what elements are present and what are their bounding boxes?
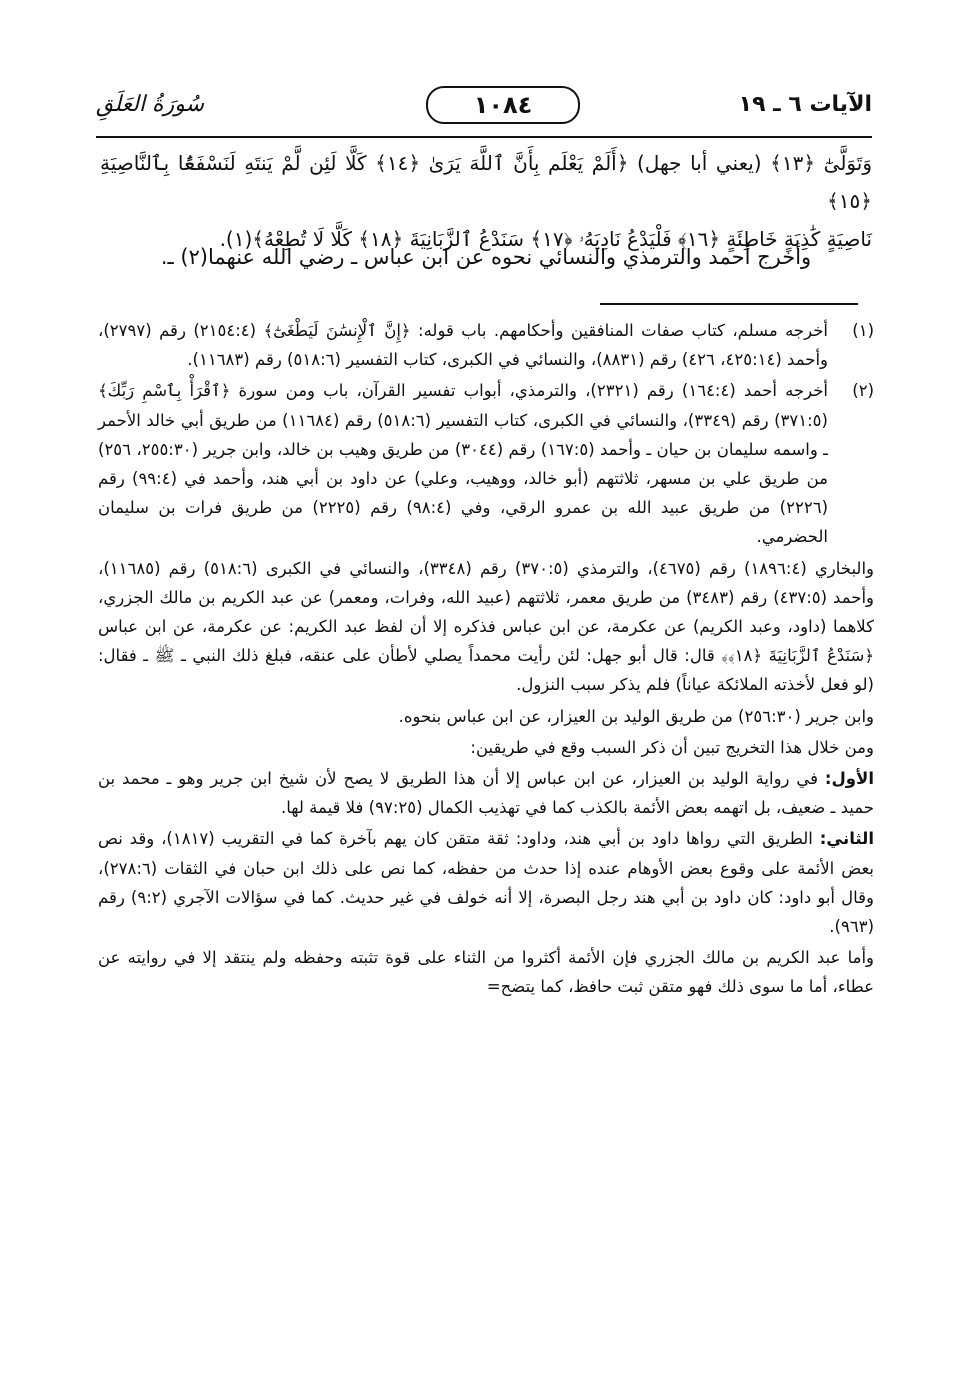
note-paragraph (98, 702, 874, 731)
note-paragraph-text: الطريق التي رواها داود بن أبي هند، وداود: ثقة متقن كان يهم بآخرة كما في التقريب (١٨١٧)، وقد نص بعض الأئمة على وقوع بعض الأوهام عنده إذا حدث من حفظه، كما نص على ذلك ابن حبان في الثقات (٢٧٨:٦)، وقال أبو داود: كان داود بن أبي هند رجل البصرة، إلا أنه خولف في غير حديث. كما في سؤالات الآجري (٩:٢) رقم (٩٦٣). (98, 829, 874, 937)
footnote-text: أخرجه مسلم، كتاب صفات المنافقين وأحكامهم. باب قوله: ﴿إِنَّ ٱلْإِنسَٰنَ لَيَطْغَىٰٓ﴾ (٢١٥٤:٤) رقم (٢٧٩٧)، وأحمد (٤٢٥:١٤، ٤٢٦) رقم (٨٨٣١)، والنسائي في الكبرى، كتاب التفسير (٥١٨:٦) رقم (١١٦٨٣). (98, 321, 829, 370)
paragraph-label: الثاني: (819, 829, 874, 849)
verse-range: الآيات ٦ ـ ١٩ (738, 92, 872, 117)
hadith-line: وأخرج أحمد والترمذي والنسائي نحوه عن ابن عباس ـ رضي الله عنهما(٢) ـ. (160, 245, 812, 269)
note-paragraph-text: وأما عبد الكريم بن مالك الجزري فإن الأئمة أكثروا من الثناء على قوة تثبته وحفظه ولم ينتقد إلا في روايته عن عطاء، أما ما سوى ذلك فهو متقن ثبت حافظ، كما يتضح= (98, 948, 874, 997)
note-paragraph-text: وابن جرير (٢٥٦:٣٠) من طريق الوليد بن العيزار، عن ابن عباس بنحوه. (398, 706, 874, 726)
note-paragraph (98, 824, 874, 941)
footnote-divider (600, 303, 858, 305)
note-paragraph (98, 554, 874, 700)
header-divider (96, 136, 872, 138)
quran-line: وَتَوَلَّىٰٓ ﴿١٣﴾ (يعني أبا جهل) ﴿أَلَمْ يَعْلَم بِأَنَّ ٱللَّهَ يَرَىٰ ﴿١٤﴾ كَلَّا لَئِن لَّمْ يَنتَهِ لَنَسْفَعًۢا بِٱلنَّاصِيَةِ ﴿١٥﴾ (100, 151, 872, 213)
note-paragraph-text: ومن خلال هذا التخريج تبين أن ذكر السبب وقع في طريقين: (470, 737, 874, 757)
note-paragraph-text: والبخاري (١٨٩٦:٤) رقم (٤٦٧٥)، والترمذي (٣٧٠:٥) رقم (٣٣٤٨)، والنسائي في الكبرى (٥١٨:٦) رقم (١١٦٨٥)، وأحمد (٤٣٧:٥) رقم (٣٤٨٣) من طريق معمر، ثلاثتهم (عبيد الله، وفرات، ومعمر) عن عبد الكريم بن مالك الجزري، كلاهما (داود، وعبد الكريم) عن عكرمة، عن ابن عباس فذكره إلا أن لفظ عبد الكريم: عن عكرمة، عن ابن عباس ﴿سَنَدْعُ ٱلزَّبَانِيَةَ ﴿١٨﴾﴾ قال: قال أبو جهل: لئن رأيت محمداً يصلي لأطأن على عنقه، فبلغ ذلك النبي ـ ﷺ ـ فقال: (لو فعل لأخذته الملائكة عياناً) فلم يذكر سبب النزول. (98, 558, 875, 695)
page-header (96, 86, 872, 126)
note-paragraph (98, 733, 874, 762)
footnote-number: (١) (852, 321, 874, 340)
paragraph-label: الأول: (824, 769, 874, 789)
note-paragraph (98, 764, 874, 822)
quran-line: نَاصِيَةٍ كَٰذِبَةٍ خَاطِئَةٍ ﴿١٦﴾ فَلْيَدْعُ نَادِيَهُۥ ﴿١٧﴾ سَنَدْعُ ٱلزَّبَانِيَةَ ﴿١٨﴾ كَلَّا لَا تُطِعْهُ﴾(١). (219, 227, 872, 251)
footnote (98, 316, 874, 374)
note-paragraph-text: في رواية الوليد بن العيزار، عن ابن عباس إلا أن هذا الطريق لا يصح لأن شيخ ابن جرير وهو ـ محمد بن حميد ـ ضعيف، بل اتهمه بعض الأئمة بالكذب كما في تهذيب الكمال (٩٧:٢٥) فلا قيمة لها. (98, 769, 874, 818)
note-paragraph (98, 943, 874, 1001)
footnote (98, 376, 874, 551)
footnote-text: أخرجه أحمد (١٦٤:٤) رقم (٢٣٢١)، والترمذي، أبواب تفسير القرآن، باب ومن سورة ﴿ٱقْرَأْ بِٱسْمِ رَبِّكَ﴾ (٣٧١:٥) رقم (٣٣٤٩)، والنسائي في الكبرى، كتاب التفسير (٥١٨:٦) رقم (١١٦٨٤) من طريق أبي خالد الأحمر ـ واسمه سليمان بن حيان ـ وأحمد (١٦٧:٥) رقم (٣٠٤٤) من طريق وهيب بن خالد، وابن جرير (٢٥٥:٣٠، ٢٥٦) من طريق علي بن مسهر، ثلاثتهم (أبو خالد، ووهيب، وعلي) عن داود بن أبي هند، وأحمد في (٩٩:٤) رقم (٢٢٢٦) من طريق عبيد الله بن عمرو الرقي، وفي (٩٨:٤) رقم (٢٢٢٥) من طريق فرات بن سليمان الحضرمي. (98, 381, 829, 547)
page-number: ١٠٨٤ (426, 86, 580, 124)
footnote-number: (٢) (852, 381, 874, 401)
footnotes (98, 316, 874, 1004)
surah-name: سُورَةُ العَلَقِ (96, 92, 205, 117)
